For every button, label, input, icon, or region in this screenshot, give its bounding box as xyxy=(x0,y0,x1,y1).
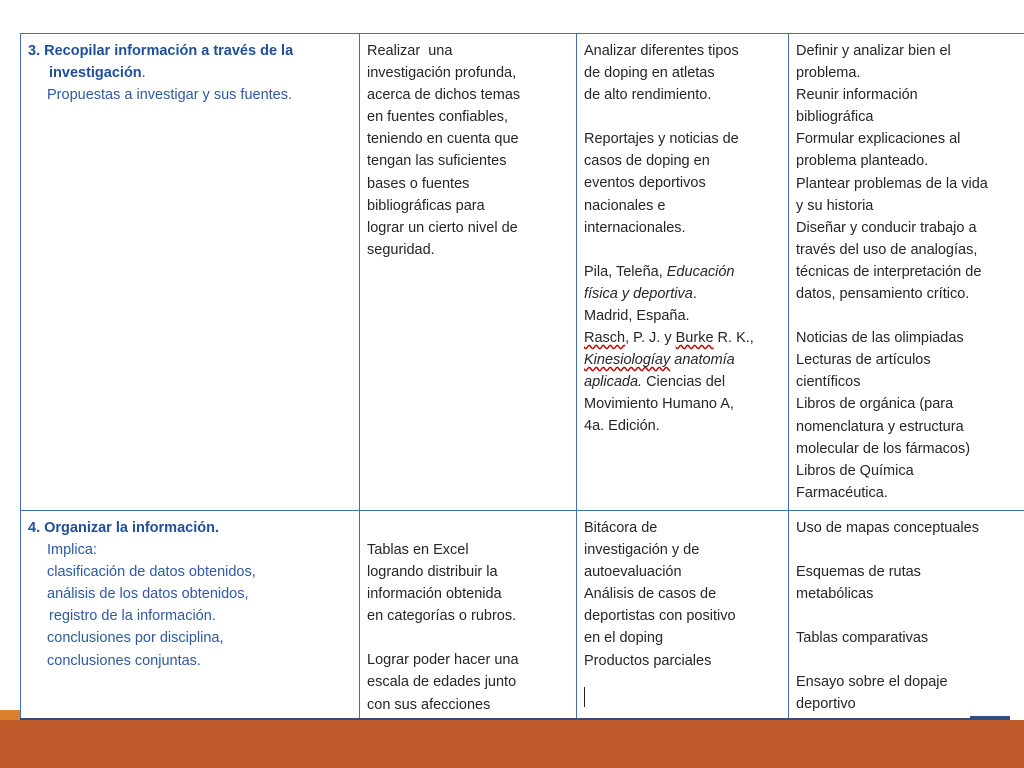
table-row xyxy=(21,34,1024,511)
content-table xyxy=(20,33,1024,721)
text-line: Noticias de las olimpiadas xyxy=(796,330,964,347)
text-line: clasificación de datos obtenidos, xyxy=(47,564,256,581)
text-line: Esquemas de rutas xyxy=(796,564,921,581)
cell-r1-evidence xyxy=(577,34,789,511)
spacer xyxy=(796,649,1024,671)
reference-1-line-1 xyxy=(584,261,782,283)
reference-title: aplicada. xyxy=(584,374,643,391)
text-line: Definir y analizar bien el xyxy=(796,43,951,59)
step-3-heading-cont xyxy=(28,62,353,84)
text-line: molecular de los fármacos) xyxy=(796,440,971,457)
text-line: Libros de Química xyxy=(796,462,914,479)
text-line: tengan las suficientes xyxy=(367,153,507,170)
text-line: seguridad. xyxy=(367,241,435,258)
reference-title: Educación xyxy=(666,263,735,280)
step-4-heading: 4. Organizar la información. xyxy=(28,520,219,536)
cell-r1-competencies xyxy=(789,34,1024,511)
text-line: análisis de los datos obtenidos, xyxy=(47,586,249,603)
text-line: Realizar una xyxy=(367,43,453,59)
text-line: de alto rendimiento. xyxy=(584,87,712,104)
text-line: Productos parciales xyxy=(584,652,712,669)
reference-author: Burke xyxy=(675,330,714,347)
text-line: autoevaluación xyxy=(584,564,682,581)
spacer xyxy=(796,605,1024,627)
reference-2-line-3 xyxy=(584,371,782,393)
text-line: deportivo xyxy=(796,696,856,713)
text-line: y su historia xyxy=(796,197,874,214)
text-line: conclusiones conjuntas. xyxy=(47,652,201,669)
footer-accent-left xyxy=(0,710,20,720)
text-line: Ensayo sobre el dopaje xyxy=(796,674,948,691)
cell-r2-evidence xyxy=(577,511,789,721)
reference-2-line-4: Movimiento Humano A, xyxy=(584,396,734,413)
step-3-heading-word: investigación xyxy=(49,65,142,82)
text-line: en el doping xyxy=(584,630,664,647)
text-line: de doping en atletas xyxy=(584,65,715,82)
text-line: Formular explicaciones al xyxy=(796,131,961,148)
cell-step-3 xyxy=(21,34,360,511)
reference-title: Kinesiologíay xyxy=(584,352,671,369)
reference-text: Pila, Teleña, xyxy=(584,263,667,280)
cell-step-4 xyxy=(21,511,360,721)
reference-title: física y deportiva xyxy=(584,285,693,302)
text-line: información obtenida xyxy=(367,586,502,603)
spacer xyxy=(367,627,570,649)
text-line: internacionales. xyxy=(584,219,686,236)
text-line: Tablas en Excel xyxy=(367,542,469,558)
step-3-heading: 3. Recopilar información a través de la xyxy=(28,43,294,59)
reference-2-line-2 xyxy=(584,349,782,371)
text-line: en fuentes confiables, xyxy=(367,109,509,126)
spacer xyxy=(367,517,570,539)
text-line: registro de la información. xyxy=(49,608,216,625)
text-line: bases o fuentes xyxy=(367,175,470,192)
text-line: Lecturas de artículos xyxy=(796,352,931,369)
text-line: investigación profunda, xyxy=(367,65,517,82)
text-line: Análisis de casos de xyxy=(584,586,717,603)
text-line: nomenclatura y estructura xyxy=(796,418,964,435)
table-row xyxy=(21,511,1024,721)
text-line: con sus afecciones xyxy=(367,696,491,713)
text-line: logrando distribuir la xyxy=(367,564,498,581)
footer-bar xyxy=(0,720,1024,768)
text-cursor-line[interactable] xyxy=(584,686,782,708)
text-line: deportistas con positivo xyxy=(584,608,736,625)
text-line: datos, pensamiento crítico. xyxy=(796,286,970,303)
text-line: casos de doping en xyxy=(584,153,710,170)
text-line: lograr un cierto nivel de xyxy=(367,219,518,236)
text-line: escala de edades junto xyxy=(367,674,517,691)
step-3-heading-dot: . xyxy=(141,65,146,82)
text-cursor xyxy=(584,687,585,707)
cell-r1-activities xyxy=(360,34,577,511)
text-line: teniendo en cuenta que xyxy=(367,131,519,148)
reference-1-line-2 xyxy=(584,283,782,305)
text-line: investigación y de xyxy=(584,542,700,559)
reference-2-line-5: 4a. Edición. xyxy=(584,418,660,435)
text-line: en categorías o rubros. xyxy=(367,608,517,625)
reference-title: anatomía xyxy=(670,352,735,369)
text-line: bibliográficas para xyxy=(367,197,485,214)
spacer xyxy=(796,539,1024,561)
text-line: científicos xyxy=(796,374,861,391)
reference-text: Ciencias del xyxy=(642,374,726,391)
reference-text: , P. J. y xyxy=(625,330,676,347)
text-line: Analizar diferentes tipos xyxy=(584,43,739,59)
reference-text: . xyxy=(692,285,697,302)
text-line: metabólicas xyxy=(796,586,874,603)
reference-1-line-3: Madrid, España. xyxy=(584,307,690,324)
spacer xyxy=(796,305,1024,327)
text-line: técnicas de interpretación de xyxy=(796,263,982,280)
text-line: Diseñar y conducir trabajo a xyxy=(796,219,977,236)
reference-text: R. K., xyxy=(713,330,754,347)
text-line: problema planteado. xyxy=(796,153,929,170)
text-line: través del uso de analogías, xyxy=(796,241,978,258)
text-line: Reunir información xyxy=(796,87,918,104)
text-line: eventos deportivos xyxy=(584,175,706,192)
text-line: conclusiones por disciplina, xyxy=(47,630,224,647)
text-line: Implica: xyxy=(47,542,97,559)
cell-r2-activities xyxy=(360,511,577,721)
spacer xyxy=(584,239,782,261)
text-line: Plantear problemas de la vida xyxy=(796,175,988,192)
cell-r2-competencies xyxy=(789,511,1024,721)
reference-2-line-1 xyxy=(584,327,782,349)
text-line: nacionales e xyxy=(584,197,666,214)
text-line: acerca de dichos temas xyxy=(367,87,521,104)
step-3-subtitle: Propuestas a investigar y sus fuentes. xyxy=(47,87,293,104)
text-line: Uso de mapas conceptuales xyxy=(796,520,979,536)
text-line: problema. xyxy=(796,65,861,82)
text-line: Reportajes y noticias de xyxy=(584,131,739,148)
text-line: Tablas comparativas xyxy=(796,630,929,647)
text-line: Farmacéutica. xyxy=(796,484,888,501)
text-line: Lograr poder hacer una xyxy=(367,652,519,669)
spacer xyxy=(584,106,782,128)
text-line: Bitácora de xyxy=(584,520,658,536)
text-line: Libros de orgánica (para xyxy=(796,396,954,413)
text-line: bibliográfica xyxy=(796,109,874,126)
reference-author: Rasch xyxy=(584,330,626,347)
